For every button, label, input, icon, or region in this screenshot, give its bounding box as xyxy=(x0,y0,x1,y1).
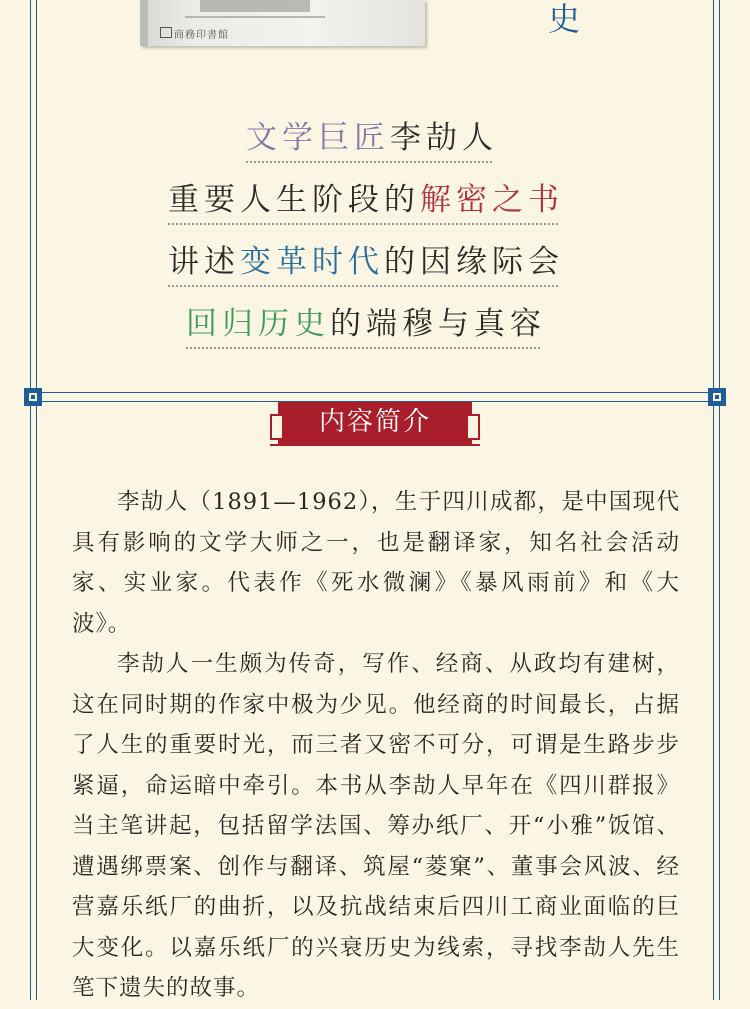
frame-border-left-inner xyxy=(36,0,37,1000)
publisher-logo-icon xyxy=(160,27,172,38)
section-title-banner: 内容简介 xyxy=(278,402,472,444)
title-fragment-char: 史 xyxy=(548,0,581,38)
slogan-2-highlight: 解密之书 xyxy=(420,182,564,218)
dotted-underline xyxy=(168,285,558,287)
book-spine xyxy=(140,0,148,46)
slogan-1-text: 李劼人 xyxy=(390,120,498,156)
book-text-line xyxy=(185,16,325,18)
frame-border-right-outer xyxy=(719,0,720,1000)
publisher-logo: 商務印書館 xyxy=(174,30,229,41)
slogan-3-text-a: 讲述 xyxy=(168,244,240,280)
dotted-underline xyxy=(246,161,492,163)
synopsis-body xyxy=(72,482,680,1009)
frame-border-left-outer xyxy=(30,0,31,1000)
corner-ornament-right xyxy=(708,388,726,406)
slogan-line-2 xyxy=(168,174,564,219)
slogan-2-text: 重要人生阶段的 xyxy=(168,182,420,218)
slogan-line-4 xyxy=(186,298,546,343)
book-photo-strip xyxy=(200,0,310,12)
slogan-4-text: 的端穆与真容 xyxy=(330,306,546,342)
corner-ornament-left xyxy=(24,388,42,406)
dotted-underline xyxy=(186,347,540,349)
slogan-line-3 xyxy=(168,236,564,281)
slogan-3-highlight: 变革时代 xyxy=(240,244,384,280)
frame-divider-top xyxy=(30,392,720,393)
slogan-3-text-b: 的因缘际会 xyxy=(384,244,564,280)
slogan-line-1 xyxy=(246,112,498,157)
synopsis-paragraph-1: 李劼人（1891—1962），生于四川成都，是中国现代具有影响的文学大师之一，也是翻译家，知名社会活动家、实业家。代表作《死水微澜》《暴风雨前》和《大波》。 xyxy=(72,489,680,637)
slogan-4-highlight: 回归历史 xyxy=(186,306,330,342)
dotted-underline xyxy=(168,223,558,225)
synopsis-paragraph-2: 李劼人一生颇为传奇，写作、经商、从政均有建树，这在同时期的作家中极为少见。他经商的时间最长，占据了人生的重要时光，而三者又密不可分，可谓是生路步步紧逼，命运暗中牵引。本书从李劼人早年在《四川群报》当主笔讲起，包括留学法国、筹办纸厂、开“小雅”饭馆、遭遇绑票案、创作与翻译、筑屋“菱窠”、董事会风波、经营嘉乐纸厂的曲折，以及抗战结束后四川工商业面临的巨大变化。以嘉乐纸厂的兴衰历史为线索，寻找李劼人先生笔下遗失的故事。 xyxy=(72,651,680,1001)
slogan-1-highlight: 文学巨匠 xyxy=(246,120,390,156)
book-cover-image xyxy=(140,0,425,46)
frame-border-right-inner xyxy=(713,0,714,1000)
